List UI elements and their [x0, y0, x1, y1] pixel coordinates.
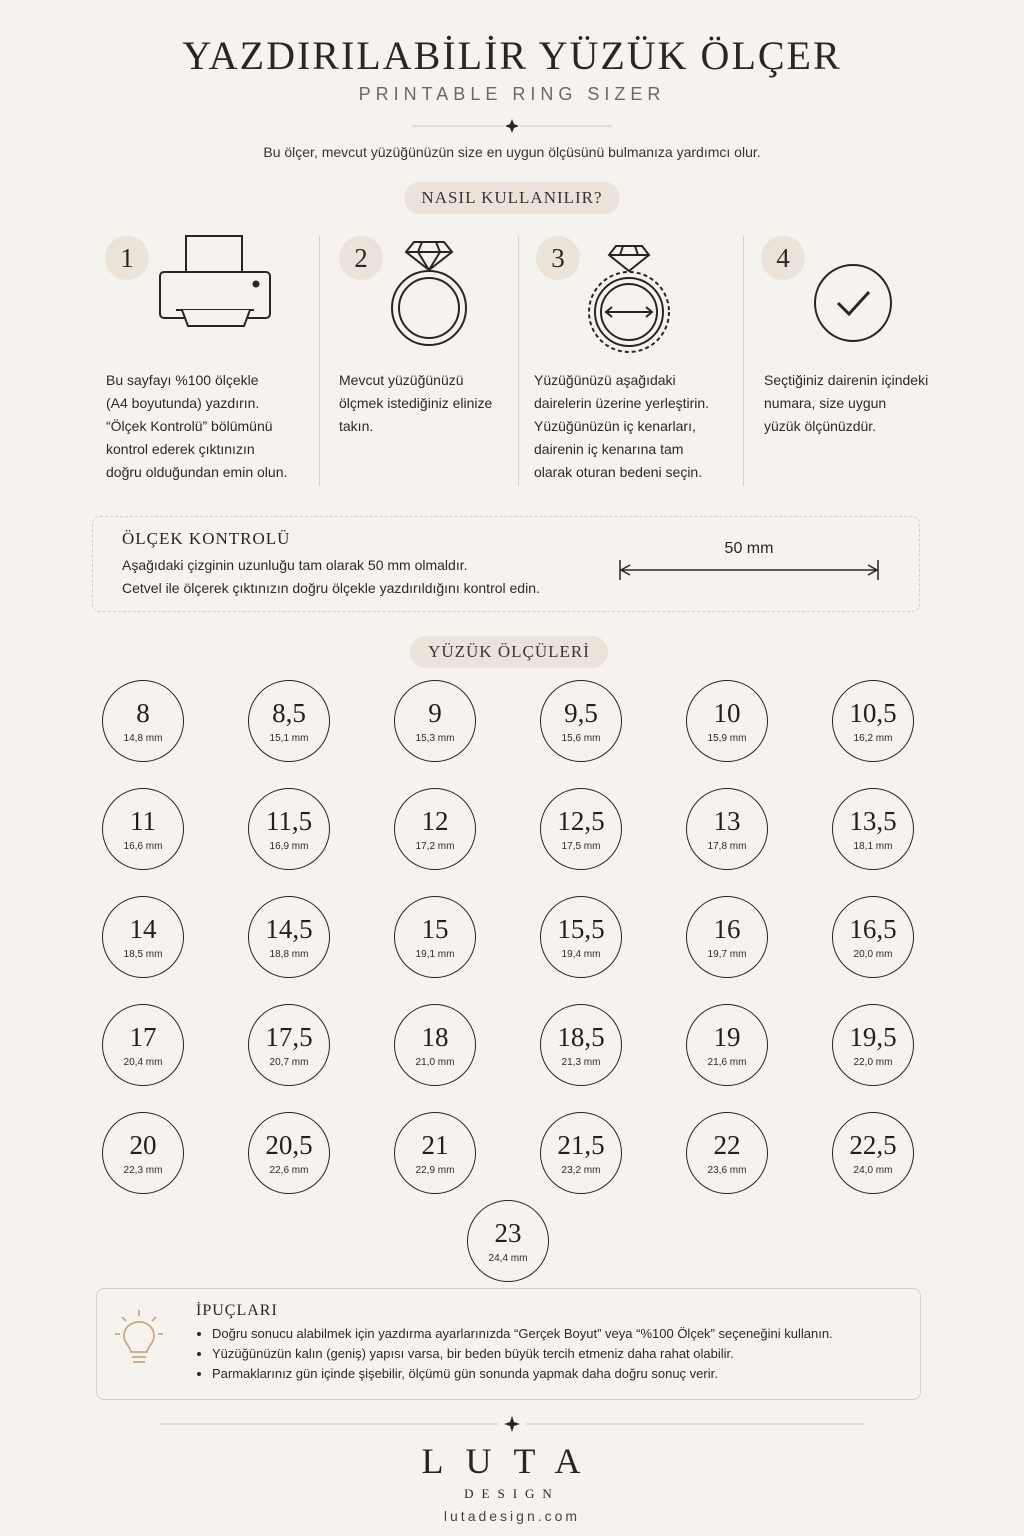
ring-size-circle [394, 896, 476, 978]
ring-size-number: 12,5 [557, 805, 605, 836]
page-subtitle: PRINTABLE RING SIZER [358, 84, 666, 104]
ring-size-circle [248, 1112, 330, 1194]
ring-size-diameter: 21,6 mm [707, 1056, 747, 1068]
ring-size-number: 20,5 [265, 1129, 313, 1160]
ring-size-number: 22,5 [849, 1129, 897, 1160]
ring-size-circle [832, 1004, 914, 1086]
ring-size-circle [248, 896, 330, 978]
ring-size-number: 21,5 [557, 1129, 605, 1160]
ring-size-diameter: 20,0 mm [853, 948, 893, 960]
ring-size-diameter: 15,3 mm [415, 732, 455, 744]
ring-size-circle [832, 1112, 914, 1194]
ring-size-number: 15 [421, 913, 449, 944]
ring-size-circle [686, 1004, 768, 1086]
ring-size-diameter: 21,0 mm [415, 1056, 455, 1068]
ring-size-number: 16,5 [849, 913, 897, 944]
ring-size-number: 11,5 [265, 805, 313, 836]
brand-logo-sub: DESIGN [464, 1486, 560, 1501]
ring-size-diameter: 22,0 mm [853, 1056, 893, 1068]
sizes-heading: YÜZÜK ÖLÇÜLERİ [410, 636, 608, 668]
ring-size-diameter: 18,5 mm [123, 948, 163, 960]
tips-list [196, 1324, 912, 1384]
ring-size-diameter: 14,8 mm [123, 732, 163, 744]
ring-size-number: 13,5 [849, 805, 897, 836]
ring-size-diameter: 21,3 mm [561, 1056, 601, 1068]
ring-size-circle [832, 788, 914, 870]
ring-size-circle [102, 680, 184, 762]
ring-size-number: 21 [421, 1129, 449, 1160]
ring-size-diameter: 22,6 mm [269, 1164, 309, 1176]
ring-size-diameter: 17,8 mm [707, 840, 747, 852]
ring-size-number: 15,5 [557, 913, 605, 944]
ring-size-circle [540, 1112, 622, 1194]
step-2-number: 2 [339, 236, 383, 280]
ring-size-diameter: 18,8 mm [269, 948, 309, 960]
ring-size-diameter: 19,1 mm [415, 948, 455, 960]
ring-size-diameter: 17,5 mm [561, 840, 601, 852]
ring-size-circle [102, 896, 184, 978]
ring-size-diameter: 24,4 mm [488, 1252, 528, 1264]
ring-size-number: 20 [129, 1129, 157, 1160]
page-title: YAZDIRILABİLİR YÜZÜK ÖLÇER [182, 33, 842, 78]
scale-check-line-2: Cetvel ile ölçerek çıktınızın doğru ölçekle yazdırıldığını kontrol edin. [122, 580, 540, 596]
ring-size-circle [102, 1112, 184, 1194]
ring-size-diameter: 16,6 mm [123, 840, 163, 852]
ring-size-number: 13 [713, 805, 741, 836]
ring-size-diameter: 22,9 mm [415, 1164, 455, 1176]
scale-check-title: ÖLÇEK KONTROLÜ [122, 529, 291, 548]
step-divider [743, 236, 744, 486]
tips-title: İPUÇLARI [196, 1302, 278, 1319]
step-4-text: Seçtiğiniz dairenin içindeki numara, size uygun yüzük ölçünüzdür. [764, 372, 929, 434]
ring-size-circle [686, 680, 768, 762]
ring-size-diameter: 17,2 mm [415, 840, 455, 852]
lightbulb-icon [114, 1308, 164, 1368]
intro-text: Bu ölçer, mevcut yüzüğünüzün size en uygun ölçüsünü bulmanıza yardımcı olur. [263, 144, 761, 160]
ring-size-circle [686, 1112, 768, 1194]
ring-size-number: 10 [713, 697, 741, 728]
step-2-text: Mevcut yüzüğünüzü ölçmek istediğiniz elinize takın. [339, 372, 493, 434]
step-1-text: Bu sayfayı %100 ölçekle (A4 boyutunda) yazdırın. “Ölçek Kontrolü” bölümünü kontrol ederek çıktınızın doğru olduğundan emin olun. [106, 372, 288, 480]
ring-size-diameter: 19,4 mm [561, 948, 601, 960]
ring-size-circle [540, 896, 622, 978]
how-to-heading: NASIL KULLANILIR? [404, 182, 620, 214]
ring-size-circle [394, 1004, 476, 1086]
ring-size-number: 17 [129, 1021, 157, 1052]
step-1-number: 1 [105, 236, 149, 280]
tip-item: • Doğru sonucu alabilmek için yazdırma ayarlarınızda “Gerçek Boyut” veya “%100 Ölçek” seçeneğini kullanın. [212, 1324, 912, 1344]
ring-size-diameter: 16,2 mm [853, 732, 893, 744]
ring-size-circle [540, 680, 622, 762]
ring-size-number: 18 [421, 1021, 449, 1052]
step-divider [319, 236, 320, 486]
ring-size-number: 9,5 [564, 697, 598, 728]
ring-size-number: 23 [494, 1217, 522, 1248]
ring-size-number: 8 [136, 697, 150, 728]
ring-size-number: 14,5 [265, 913, 313, 944]
ring-size-circle [540, 1004, 622, 1086]
ring-size-diameter: 22,3 mm [123, 1164, 163, 1176]
website-link[interactable]: lutadesign.com [443, 1508, 581, 1524]
ring-size-circle [540, 788, 622, 870]
ring-size-circle [686, 896, 768, 978]
check-icon [812, 262, 894, 344]
scale-check-line-1: Aşağıdaki çizginin uzunluğu tam olarak 50 mm olmaldır. [122, 557, 468, 573]
ring-size-number: 19,5 [849, 1021, 897, 1052]
step-4-number: 4 [761, 236, 805, 280]
ring-size-circle [102, 1004, 184, 1086]
ring-size-circle [394, 1112, 476, 1194]
ring-size-diameter: 15,1 mm [269, 732, 309, 744]
ring-size-number: 18,5 [557, 1021, 605, 1052]
brand-logo: LUTA [421, 1441, 603, 1481]
ring-size-circle [248, 680, 330, 762]
ring-size-circle [102, 788, 184, 870]
ring-size-diameter: 15,6 mm [561, 732, 601, 744]
ring-size-number: 22 [713, 1129, 741, 1160]
printer-icon [158, 232, 274, 328]
ring-size-number: 16 [713, 913, 741, 944]
ring-size-diameter: 19,7 mm [707, 948, 747, 960]
ring-size-circle [394, 788, 476, 870]
ring-size-diameter: 23,2 mm [561, 1164, 601, 1176]
ring-size-circle [467, 1200, 549, 1282]
ring-size-diameter: 16,9 mm [269, 840, 309, 852]
ring-size-number: 17,5 [265, 1021, 313, 1052]
ring-size-number: 19 [713, 1021, 741, 1052]
tip-item: • Parmaklarınız gün içinde şişebilir, ölçümü gün sonunda yapmak daha doğru sonuç verir. [212, 1364, 912, 1384]
ring-size-circle [248, 1004, 330, 1086]
ring-size-circle [832, 896, 914, 978]
ruler-line [614, 558, 884, 582]
header-ornament [412, 116, 612, 136]
ring-size-number: 10,5 [849, 697, 897, 728]
ring-size-diameter: 15,9 mm [707, 732, 747, 744]
ring-size-diameter: 20,7 mm [269, 1056, 309, 1068]
step-divider [518, 236, 519, 486]
step-3-text: Yüzüğünüzü aşağıdaki dairelerin üzerine yerleştirin. Yüzüğünüzün iç kenarları, dairenin iç kenarına tam olarak oturan bedeni seçin. [534, 372, 710, 480]
tip-item: • Yüzüğünüzün kalın (geniş) yapısı varsa, bir beden büyük tercih etmeniz daha rahat olabilir. [212, 1344, 912, 1364]
ring-icon [384, 236, 474, 348]
ring-size-number: 9 [428, 697, 442, 728]
ring-size-diameter: 18,1 mm [853, 840, 893, 852]
ring-size-number: 12 [421, 805, 449, 836]
ring-size-number: 11 [130, 805, 156, 836]
ring-size-circle [686, 788, 768, 870]
ring-size-diameter: 23,6 mm [707, 1164, 747, 1176]
ring-measure-icon [584, 240, 674, 356]
ring-size-circle [394, 680, 476, 762]
ring-size-diameter: 20,4 mm [123, 1056, 163, 1068]
ruler-label: 50 mm [724, 540, 774, 557]
ring-size-number: 14 [129, 913, 157, 944]
ring-size-circle [832, 680, 914, 762]
footer-ornament [160, 1414, 864, 1434]
step-3-number: 3 [536, 236, 580, 280]
ring-size-circle [248, 788, 330, 870]
ring-size-number: 8,5 [272, 697, 306, 728]
ring-size-diameter: 24,0 mm [853, 1164, 893, 1176]
